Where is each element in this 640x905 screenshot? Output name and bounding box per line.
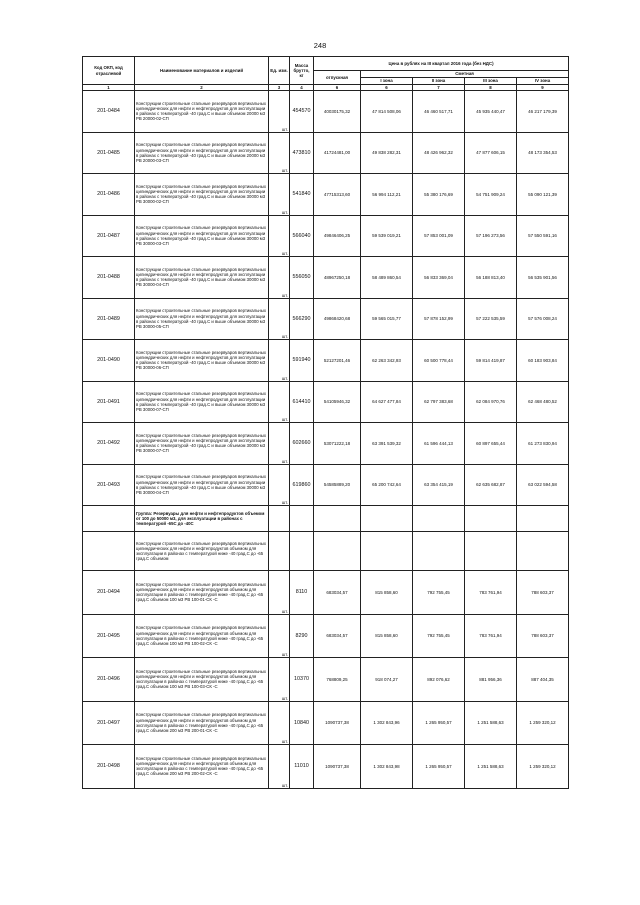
column-number: 1: [83, 85, 135, 91]
row-name: Конструкции строительные стальные резервуаров вертикальных цилиндрических для нефти и нефтепродуктов для эксплуатации в районах с температурой -40 град.С и выше объемом 30000 м3 РВ 30000-07-СП: [135, 381, 269, 423]
row-zone-2: 57 853 001,09: [413, 215, 465, 257]
table-row: [83, 381, 569, 423]
row-release-price: 683034,57: [314, 614, 361, 658]
row-release-price: 1090737,38: [314, 745, 361, 789]
row-mass: 566040: [290, 215, 314, 257]
row-zone-3: 59 814 419,87: [465, 340, 517, 382]
row-mass: 11010: [290, 745, 314, 789]
table-row: [83, 215, 569, 257]
row-zone-4: 55 090 121,39: [517, 174, 569, 216]
row-name: Конструкции строительные стальные резервуаров вертикальных цилиндрических для нефти и нефтепродуктов для эксплуатации в районах с температурой -40 град.С и выше объемом 30000 м3 РВ 30000-04-СП: [135, 464, 269, 506]
row-name: Конструкции строительные стальные резервуаров вертикальных цилиндрических для нефти и нефтепродуктов для эксплуатации в районах с температурой -40 град.С и выше объемом 30000 м3 РВ 30000-05-СП: [135, 298, 269, 340]
header-unit: Ед. изм.: [269, 57, 290, 85]
row-mass: 10840: [290, 701, 314, 745]
table-row: [83, 174, 569, 216]
column-number: 9: [517, 85, 569, 91]
row-zone-1: 59 539 019,21: [361, 215, 413, 257]
row-zone-1: 62 263 342,93: [361, 340, 413, 382]
row-unit: шт.: [281, 126, 288, 132]
row-zone-3: 45 935 440,47: [465, 91, 517, 133]
row-name: Конструкции строительные стальные резервуаров вертикальных цилиндрических для нефти и нефтепродуктов для эксплуатации в районах с температурой -40 град.С и выше объемом 30000 м3 РВ 30000-06-СП: [135, 340, 269, 382]
row-zone-2: 61 596 444,13: [413, 423, 465, 465]
row-zone-1: 815 858,60: [361, 614, 413, 658]
row-zone-2: 792 755,45: [413, 571, 465, 615]
row-mass: 566290: [290, 298, 314, 340]
row-zone-2: 1 265 950,57: [413, 745, 465, 789]
row-zone-3: 783 761,94: [465, 614, 517, 658]
row-zone-4: 788 603,37: [517, 614, 569, 658]
row-release-price: 41724481,00: [314, 132, 361, 174]
row-zone-2: 63 354 415,19: [413, 464, 465, 506]
row-zone-2: 60 500 778,44: [413, 340, 465, 382]
row-mass: 8290: [290, 614, 314, 658]
table-row: [83, 132, 569, 174]
table-row: [83, 614, 569, 658]
row-zone-4: 887 404,35: [517, 658, 569, 702]
row-code: 201-0488: [83, 257, 135, 299]
row-code: 201-0486: [83, 174, 135, 216]
table-row: [83, 464, 569, 506]
row-zone-1: 47 814 508,06: [361, 91, 413, 133]
row-name: Конструкции строительные стальные резервуаров вертикальных цилиндрических для нефти и нефтепродуктов для эксплуатации в районах с температурой -40 град.С и выше объемом 30000 м3 РВ 30000-03-СП: [135, 215, 269, 257]
row-zone-1: 1 302 843,98: [361, 745, 413, 789]
subgroup-row: [83, 532, 569, 571]
row-unit: шт.: [281, 375, 288, 381]
table-row: [83, 701, 569, 745]
row-zone-4: 57 576 008,24: [517, 298, 569, 340]
row-code: 201-0495: [83, 614, 135, 658]
price-table: [82, 56, 569, 789]
row-name: Конструкции строительные стальные резервуаров вертикальных цилиндрических для нефти и нефтепродуктов объемом для эксплуатации в районах с температурой ниже -40 град.С до -65 град.С объемом 200 м3 РВ 200-02-СК -С: [135, 745, 269, 789]
row-release-price: 53071222,18: [314, 423, 361, 465]
row-unit: шт.: [281, 209, 288, 215]
row-code: 201-0494: [83, 571, 135, 615]
table-row: [83, 340, 569, 382]
row-name: Конструкции строительные стальные резервуаров вертикальных цилиндрических для нефти и нефтепродуктов для эксплуатации в районах с температурой -40 град.С и выше объемом 30000 м3 РВ 30000-04-СП: [135, 257, 269, 299]
row-unit: шт.: [281, 500, 288, 505]
row-unit: шт.: [281, 334, 288, 339]
column-number: 2: [135, 85, 269, 91]
row-zone-1: 56 994 112,21: [361, 174, 413, 216]
row-release-price: 54585889,20: [314, 464, 361, 506]
row-zone-3: 62 635 682,87: [465, 464, 517, 506]
row-zone-1: 63 391 539,32: [361, 423, 413, 465]
row-code: 201-0485: [83, 132, 135, 174]
row-release-price: 768809,25: [314, 658, 361, 702]
header-name: Наименование материалов и изделий: [135, 57, 269, 85]
row-unit: шт.: [281, 652, 288, 657]
row-mass: 591940: [290, 340, 314, 382]
row-unit: шт.: [281, 251, 288, 256]
row-zone-4: 48 173 354,53: [517, 132, 569, 174]
table-row: [83, 658, 569, 702]
row-unit: шт.: [281, 608, 288, 614]
row-code: 201-0490: [83, 340, 135, 382]
row-release-price: 683034,57: [314, 571, 361, 615]
row-zone-1: 918 074,27: [361, 658, 413, 702]
row-name: Конструкции строительные стальные резервуаров вертикальных цилиндрических для нефти и нефтепродуктов для эксплуатации в районах с температурой -40 град.С и выше объемом 20000 м3 РВ 20000-02-СП: [135, 91, 269, 133]
row-zone-4: 46 217 179,39: [517, 91, 569, 133]
table-row: [83, 298, 569, 340]
column-number: 6: [361, 85, 413, 91]
row-zone-2: 46 460 517,71: [413, 91, 465, 133]
table-row: [83, 423, 569, 465]
row-zone-2: 57 878 152,99: [413, 298, 465, 340]
row-zone-4: 60 183 903,84: [517, 340, 569, 382]
group-title: Группа: Резервуары для нефти и нефтепродуктов объемом от 100 до 50000 м3, для эксплуатации в районах с температурой -65С до -40С: [135, 506, 269, 532]
row-zone-2: 56 833 369,04: [413, 257, 465, 299]
row-zone-4: 56 535 901,56: [517, 257, 569, 299]
row-zone-2: 48 426 962,32: [413, 132, 465, 174]
row-unit: шт.: [281, 458, 288, 464]
row-release-price: 48967250,18: [314, 257, 361, 299]
table-row: [83, 571, 569, 615]
row-zone-4: 63 022 594,58: [517, 464, 569, 506]
row-zone-3: 57 222 535,59: [465, 298, 517, 340]
row-release-price: 49846406,25: [314, 215, 361, 257]
table-row: [83, 257, 569, 299]
row-zone-4: 62 468 480,52: [517, 381, 569, 423]
row-zone-4: 61 273 830,94: [517, 423, 569, 465]
row-zone-1: 49 838 282,31: [361, 132, 413, 174]
row-unit: шт.: [281, 739, 288, 744]
row-zone-4: 1 259 320,12: [517, 745, 569, 789]
row-name: Конструкции строительные стальные резервуаров вертикальных цилиндрических для нефти и нефтепродуктов объемом для эксплуатации в районах с температурой ниже -40 град.С до -65 град.С объемом 100 м3 РВ 100-03-СК -С: [135, 658, 269, 702]
row-mass: 619860: [290, 464, 314, 506]
row-zone-4: 57 550 591,16: [517, 215, 569, 257]
row-zone-3: 881 956,36: [465, 658, 517, 702]
row-zone-2: 62 797 383,68: [413, 381, 465, 423]
row-zone-2: 892 076,62: [413, 658, 465, 702]
row-unit: шт.: [281, 417, 288, 422]
row-mass: 473810: [290, 132, 314, 174]
row-unit: шт.: [281, 168, 288, 173]
row-code: 201-0496: [83, 658, 135, 702]
column-number: 3: [269, 85, 290, 91]
row-zone-1: 65 200 742,64: [361, 464, 413, 506]
row-code: 201-0497: [83, 701, 135, 745]
row-mass: 614410: [290, 381, 314, 423]
row-mass: 602660: [290, 423, 314, 465]
page-number: 248: [313, 41, 327, 50]
header-price-group: Цена в рублях на III квартал 2016 года (без НДС): [314, 57, 569, 71]
row-zone-1: 815 858,60: [361, 571, 413, 615]
header-code: Код ОКП, код отраслевой: [83, 57, 135, 85]
header-zone-4: IV зона: [517, 78, 569, 85]
header-release: отпускная: [314, 71, 361, 85]
row-zone-2: 55 380 176,69: [413, 174, 465, 216]
row-zone-3: 1 251 588,63: [465, 701, 517, 745]
row-code: 201-0484: [83, 91, 135, 133]
row-zone-2: 792 755,45: [413, 614, 465, 658]
row-zone-3: 60 897 655,44: [465, 423, 517, 465]
header-zone-1: I зона: [361, 78, 413, 85]
row-zone-2: 1 265 950,57: [413, 701, 465, 745]
row-release-price: 52127201,46: [314, 340, 361, 382]
row-name: Конструкции строительные стальные резервуаров вертикальных цилиндрических для нефти и нефтепродуктов объемом для эксплуатации в районах с температурой ниже -40 град.С до -65 град.С объемом 200 м3 РВ 200-01-СК -С: [135, 701, 269, 745]
subgroup-title: Конструкции строительные стальные резервуаров вертикальных цилиндрических для нефти и нефтепродуктов объемом для эксплуатации в районах с температурой ниже -40 град.С до -65 град.С объемом: [135, 532, 269, 571]
row-zone-4: 788 603,37: [517, 571, 569, 615]
row-release-price: 49868420,68: [314, 298, 361, 340]
row-zone-1: 59 565 015,77: [361, 298, 413, 340]
header-zone-3: III зона: [465, 78, 517, 85]
row-name: Конструкции строительные стальные резервуаров вертикальных цилиндрических для нефти и нефтепродуктов для эксплуатации в районах с температурой -40 град.С и выше объемом 30000 м3 РВ 30000-02-СП: [135, 174, 269, 216]
column-number: 4: [290, 85, 314, 91]
row-release-price: 40030175,32: [314, 91, 361, 133]
row-mass: 10370: [290, 658, 314, 702]
row-zone-4: 1 259 320,12: [517, 701, 569, 745]
row-name: Конструкции строительные стальные резервуаров вертикальных цилиндрических для нефти и нефтепродуктов объемом для эксплуатации в районах с температурой ниже -40 град.С до -65 град.С объемом 100 м3 РВ 100-02-СК -С: [135, 614, 269, 658]
row-zone-3: 783 761,94: [465, 571, 517, 615]
row-name: Конструкции строительные стальные резервуаров вертикальных цилиндрических для нефти и нефтепродуктов для эксплуатации в районах с температурой -40 град.С и выше объемом 30000 м3 РВ 30000-07-СП: [135, 423, 269, 465]
row-zone-1: 1 302 843,96: [361, 701, 413, 745]
row-mass: 556050: [290, 257, 314, 299]
row-code: 201-0487: [83, 215, 135, 257]
row-code: 201-0498: [83, 745, 135, 789]
row-zone-3: 62 084 970,76: [465, 381, 517, 423]
row-zone-3: 56 188 813,40: [465, 257, 517, 299]
column-number: 7: [413, 85, 465, 91]
header-estimate: Сметная: [361, 71, 569, 78]
column-number: 6: [314, 85, 361, 91]
row-zone-3: 47 877 606,15: [465, 132, 517, 174]
row-release-price: 54105946,32: [314, 381, 361, 423]
row-unit: шт.: [281, 782, 288, 788]
row-release-price: 1090737,38: [314, 701, 361, 745]
row-zone-1: 58 489 860,54: [361, 257, 413, 299]
row-unit: шт.: [281, 292, 288, 298]
row-mass: 8110: [290, 571, 314, 615]
header-mass: Масса брутто, кг: [290, 57, 314, 85]
row-name: Конструкции строительные стальные резервуаров вертикальных цилиндрических для нефти и нефтепродуктов для эксплуатации в районах с температурой -40 град.С и выше объемом 20000 м3 РВ 20000-03-СП: [135, 132, 269, 174]
row-release-price: 47715313,60: [314, 174, 361, 216]
row-name: Конструкции строительные стальные резервуаров вертикальных цилиндрических для нефти и нефтепродуктов объемом для эксплуатации в районах с температурой ниже -40 град.С до -65 град.С объемом 100 м3 РВ 100-01-СК -С: [135, 571, 269, 615]
row-code: 201-0491: [83, 381, 135, 423]
group-row: [83, 506, 569, 532]
column-number: 8: [465, 85, 517, 91]
row-code: 201-0489: [83, 298, 135, 340]
row-unit: шт.: [281, 695, 288, 701]
table-row: [83, 91, 569, 133]
row-zone-1: 64 627 477,84: [361, 381, 413, 423]
header-zone-2: II зона: [413, 78, 465, 85]
row-mass: 541840: [290, 174, 314, 216]
row-code: 201-0492: [83, 423, 135, 465]
row-code: 201-0493: [83, 464, 135, 506]
row-zone-3: 57 196 273,56: [465, 215, 517, 257]
row-zone-3: 1 251 588,63: [465, 745, 517, 789]
table-row: [83, 745, 569, 789]
row-mass: 454570: [290, 91, 314, 133]
row-zone-3: 54 751 909,24: [465, 174, 517, 216]
